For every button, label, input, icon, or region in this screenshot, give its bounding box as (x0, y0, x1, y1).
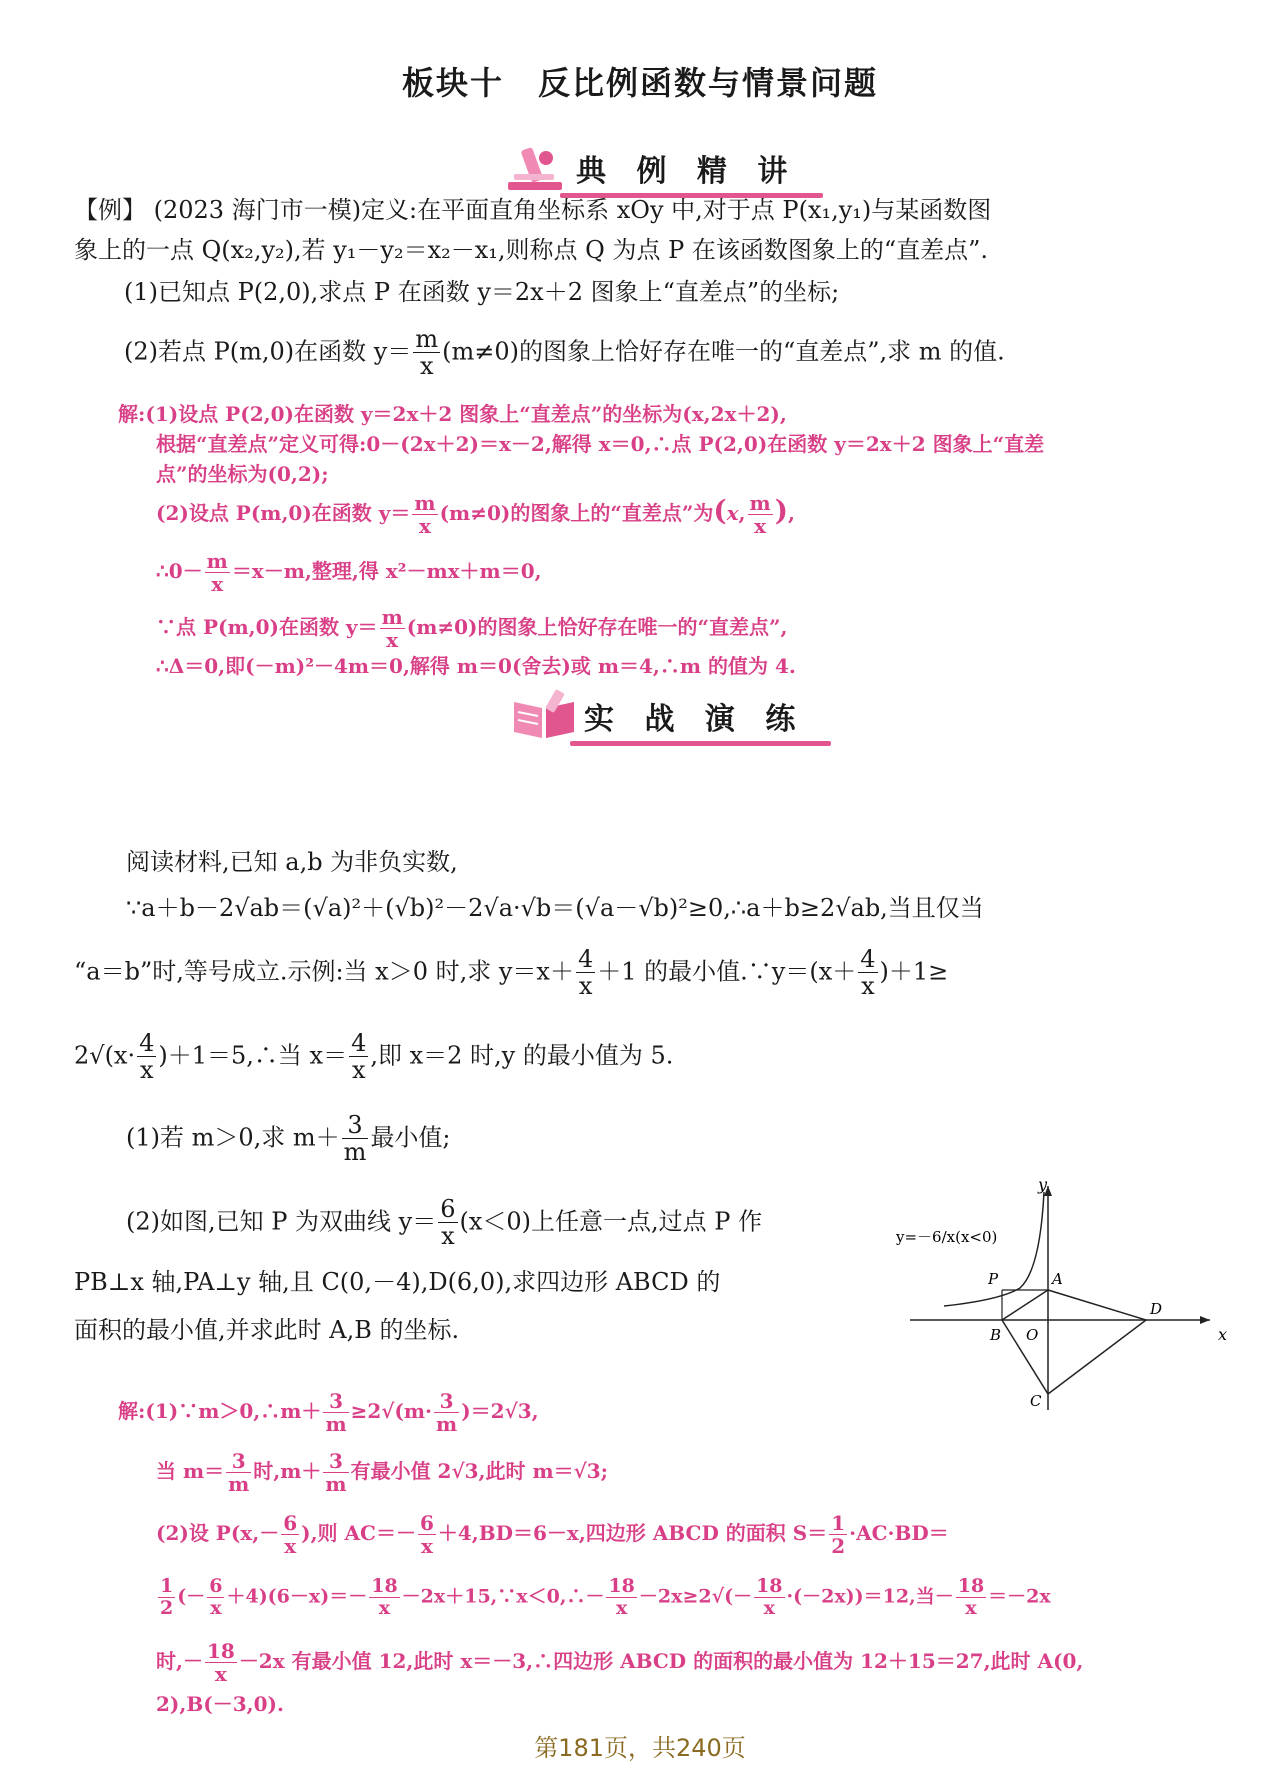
solution1-line-3: 点”的坐标为(0,2); (156, 462, 329, 486)
practice-line-3: “a＝b”时,等号成立.示例:当 x＞0 时,求 y＝x＋ $\frac{4}{x}$ ＋1 的最小值.∵y＝(x＋ $\frac{4}{x}$ )＋1≥ (74, 945, 949, 1001)
solution2-line-1: 解:(1)∵m＞0,∴m＋ $\frac{3}{m}$ ≥2√(m· $\frac{3}{m}$ )＝2√3, (118, 1389, 539, 1436)
fraction: $\frac{m}{x}$ (415, 325, 439, 381)
solution2-line-3: (2)设 P(x,－ $\frac{6}{x}$ ),则 AC＝－ $\frac{6}{x}$ ＋4,BD＝6－x,四边形 ABCD 的面积 S＝ $\frac{1}{2}$ ·AC·BD＝ (156, 1511, 949, 1558)
practice-question-2: (2)如图,已知 P 为双曲线 y＝ $\frac{6}{x}$ (x＜0)上任意一点,过点 P 作 (126, 1195, 763, 1251)
practice-line-1: 阅读材料,已知 a,b 为非负实数, (126, 848, 458, 876)
practice-line-4: 2√(x· $\frac{4}{x}$ )＋1＝5,∴当 x＝ $\frac{4}{x}$ ,即 x＝2 时,y 的最小值为 5. (74, 1029, 674, 1085)
book-icon (510, 688, 578, 742)
section-title-practice: 实 战 演 练 (584, 702, 806, 737)
solution1-line-1: 解:(1)设点 P(2,0)在函数 y＝2x＋2 图象上“直差点”的坐标为(x,2x＋2), (118, 402, 787, 426)
page-footer: 第181页，共240页 (534, 1734, 746, 1762)
point-label: P (988, 1270, 999, 1288)
practice-question-2-line-2: PB⊥x 轴,PA⊥y 轴,且 C(0,－4),D(6,0),求四边形 ABCD 的 (74, 1268, 721, 1296)
solution2-line-5: 时,－ $\frac{18}{x}$ －2x 有最小值 12,此时 x＝－3,∴四边形 ABCD 的面积的最小值为 12＋15＝27,此时 A(0, (156, 1639, 1084, 1686)
section-header-examples (500, 138, 803, 194)
point-label: D (1150, 1300, 1163, 1318)
section-header-practice (510, 688, 811, 742)
page-title: 板块十 反比例函数与情景问题 (401, 64, 878, 102)
point-label: A (1052, 1270, 1063, 1288)
example-line-2: 象上的一点 Q(x₂,y₂),若 y₁－y₂＝x₂－x₁,则称点 Q 为点 P 在该函数图象上的“直差点”. (74, 236, 989, 264)
practice-question-2-line-3: 面积的最小值,并求此时 A,B 的坐标. (74, 1316, 460, 1344)
axis-label-x: x (1218, 1325, 1228, 1344)
solution1-line-5: ∴0－ $\frac{m}{x}$ ＝x－m,整理,得 x²－mx＋m＝0, (156, 549, 542, 596)
solution2-line-4: $\frac{1}{2}$ (－ $\frac{6}{x}$ ＋4)(6－x)＝－ $\frac{18}{x}$ －2x＋15,∵x＜0,∴－ $\frac{18}{x}$ －2x≥2√(－ $\frac{18}{x}$ ·(－2x))＝12,当－ $\frac{18}{x}$ ＝－2x (160, 1575, 1051, 1619)
solution1-line-7: ∴Δ＝0,即(－m)²－4m＝0,解得 m＝0(舍去)或 m＝4,∴m 的值为 4. (156, 654, 796, 678)
section-title-examples: 典 例 精 讲 (576, 154, 798, 189)
axis-label-y: y (1038, 1180, 1048, 1194)
point-label: C (1030, 1392, 1042, 1410)
hyperbola-figure (880, 1180, 1240, 1420)
solution2-line-2: 当 m＝ $\frac{3}{m}$ 时,m＋ $\frac{3}{m}$ 有最小值 2√3,此时 m＝√3; (156, 1449, 609, 1496)
solution1-line-6: ∵点 P(m,0)在函数 y＝ $\frac{m}{x}$ (m≠0)的图象上恰好存在唯一的“直差点”, (156, 605, 788, 652)
point-label: B (990, 1326, 1002, 1344)
practice-line-2: ∵a＋b－2√ab＝(√a)²＋(√b)²－2√a·√b＝(√a－√b)²≥0,∴a＋b≥2√ab,当且仅当 (126, 894, 984, 922)
example-question-2: (2)若点 P(m,0)在函数 y＝ $\frac{m}{x}$ (m≠0)的图象上恰好存在唯一的“直差点”,求 m 的值. (124, 325, 1005, 381)
example-line-1: 【例】 (2023 海门市一模)定义:在平面直角坐标系 xOy 中,对于点 P(x₁,y₁)与某函数图 (74, 196, 992, 224)
solution1-line-4: (2)设点 P(m,0)在函数 y＝ $\frac{m}{x}$ (m≠0)的图象上的“直差点”为(x, $\frac{m}{x}$ ), (156, 491, 795, 538)
practice-question-1: (1)若 m＞0,求 m＋ $\frac{3}{m}$ 最小值; (126, 1111, 451, 1167)
point-label: O (1026, 1326, 1039, 1344)
microscope-icon (500, 138, 570, 194)
solution2-line-6: 2),B(－3,0). (156, 1692, 284, 1716)
section-underline (570, 741, 831, 746)
example-question-1: (1)已知点 P(2,0),求点 P 在函数 y＝2x＋2 图象上“直差点”的坐标; (124, 278, 840, 306)
curve-equation: y=－6/x(x<0) (896, 1228, 998, 1246)
solution1-line-2: 根据“直差点”定义可得:0－(2x＋2)＝x－2,解得 x＝0,∴点 P(2,0)在函数 y＝2x＋2 图象上“直差 (156, 432, 1045, 456)
